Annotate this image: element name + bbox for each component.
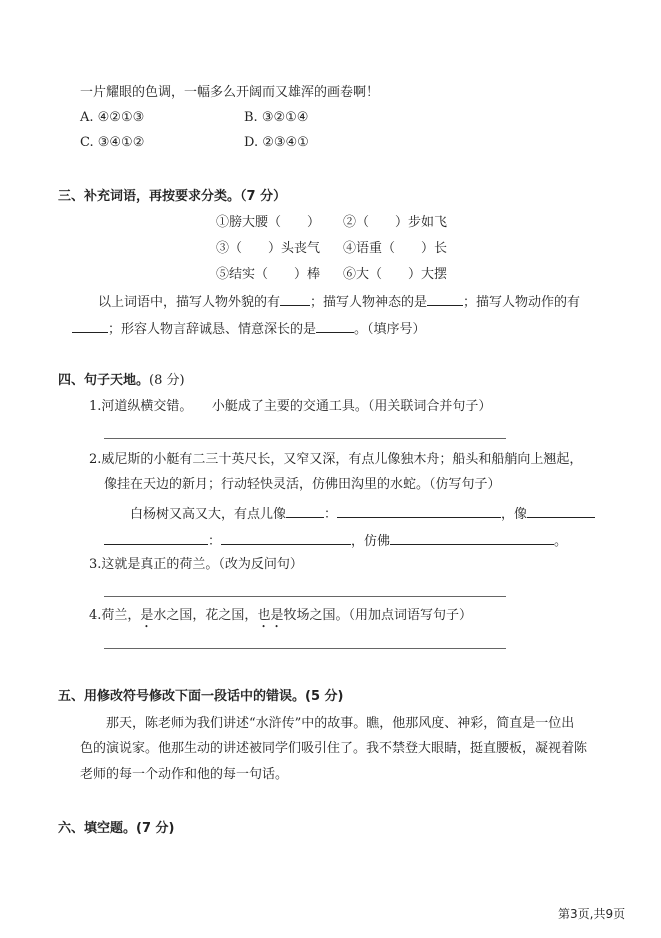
q2-blank-3[interactable] — [527, 505, 595, 518]
q1-text: 1.河道纵横交错。 小艇成了主要的交通工具。（用关联词合并句子） — [89, 399, 492, 414]
section3-line1 — [98, 293, 580, 311]
word-item-1: ①膀大腰（ ） — [216, 215, 321, 230]
q4-dotted-word-2: 也是 — [257, 608, 284, 623]
section5-para-line3: 老师的每一个动作和他的每一句话。 — [80, 767, 289, 782]
q2-blank-4[interactable] — [104, 532, 208, 545]
appearance-blank[interactable] — [280, 293, 310, 306]
q2-fill2-b: ，仿佛 — [351, 534, 391, 549]
word-item-4: ④语重（ ）长 — [343, 241, 448, 256]
section4-title: 四、句子天地。 — [58, 373, 150, 388]
section3-line1-a: 以上词语中，描写人物外貌的有 — [98, 295, 281, 310]
section4-points: (8 分) — [149, 373, 185, 388]
q3-answer-line[interactable] — [104, 596, 506, 597]
section5-title: 五、用修改符号修改下面一段话中的错误。 — [58, 689, 306, 704]
speech-blank[interactable] — [316, 320, 354, 333]
section4-heading — [58, 373, 185, 389]
q2-line2: 像挂在天边的新月；行动轻快灵活，仿佛田沟里的水蛇。（仿写句子） — [104, 477, 501, 492]
q4-text-c: 水之国，花之国， — [153, 608, 258, 623]
q2-fill1-a: 白杨树又高又大，有点儿像 — [130, 507, 287, 522]
q2-line1: 2.威尼斯的小艇有二三十英尺长，又窄又深，有点儿像独木舟；船头和船艄向上翘起， — [89, 452, 583, 467]
q2-blank-1[interactable] — [286, 505, 324, 518]
q2-fill1-b: ： — [324, 507, 338, 522]
option-d: D. ②③④① — [244, 135, 309, 150]
section6-points: (7 分) — [136, 821, 175, 836]
section3-line2 — [72, 320, 426, 338]
section3-line2-b: 。（填序号） — [354, 322, 426, 337]
section5-points: (5 分) — [305, 689, 344, 704]
page-footer: 第3页,共9页 — [558, 907, 626, 921]
q2-fill-line2 — [104, 532, 567, 550]
q2-blank-5[interactable] — [221, 532, 351, 545]
section5-para-line1: 那天，陈老师为我们讲述“水浒传”中的故事。瞧，他那风度、神彩，简直是一位出 — [106, 716, 575, 731]
q2-blank-6[interactable] — [390, 532, 554, 545]
section5-heading — [58, 689, 343, 705]
q4-dotted-word-1: 是 — [140, 608, 154, 623]
section3-points: （7 分） — [240, 189, 287, 204]
q1-answer-line[interactable] — [104, 438, 506, 439]
q3-text: 3.这就是真正的荷兰。（改为反问句） — [89, 557, 303, 572]
expression-blank[interactable] — [427, 293, 463, 306]
option-a: A. ④②①③ — [80, 110, 145, 125]
q2-fill2-a: ： — [208, 534, 222, 549]
section3-heading — [58, 189, 286, 205]
q4-text — [89, 608, 472, 631]
action-blank[interactable] — [72, 320, 108, 333]
section6-heading — [58, 821, 174, 837]
word-item-6: ⑥大（ ）大摆 — [343, 267, 448, 282]
section3-line2-a: ；形容人物言辞诚恳、情意深长的是 — [108, 322, 317, 337]
q2-blank-2[interactable] — [337, 505, 501, 518]
section3-line1-b: ；描写人物神态的是 — [310, 295, 428, 310]
q2-fill1-c: ，像 — [501, 507, 528, 522]
q2-fill2-c: 。 — [554, 534, 568, 549]
intro-line: 一片耀眼的色调，一幅多么开阔而又雄浑的画卷啊！ — [80, 85, 380, 100]
section3-title: 三、补充词语，再按要求分类。 — [58, 189, 241, 204]
q2-fill-line1 — [130, 505, 595, 523]
option-b: B. ③②①④ — [244, 110, 309, 125]
word-item-5: ⑤结实（ ）棒 — [216, 267, 321, 282]
q4-answer-line[interactable] — [104, 648, 506, 649]
section5-para-line2: 色的演说家。他那生动的讲述被同学们吸引住了。我不禁登大眼睛，挺直腰板，凝视着陈 — [80, 741, 588, 756]
q4-text-e: 牧场之国。（用加点词语写句子） — [283, 608, 472, 623]
word-item-2: ②（ ）步如飞 — [343, 215, 448, 230]
word-item-3: ③（ ）头丧气 — [216, 241, 321, 256]
option-c: C. ③④①② — [80, 135, 145, 150]
section6-title: 六、填空题。 — [58, 821, 137, 836]
section3-line1-c: ；描写人物动作的有 — [463, 295, 581, 310]
q4-text-a: 4.荷兰， — [89, 608, 141, 623]
